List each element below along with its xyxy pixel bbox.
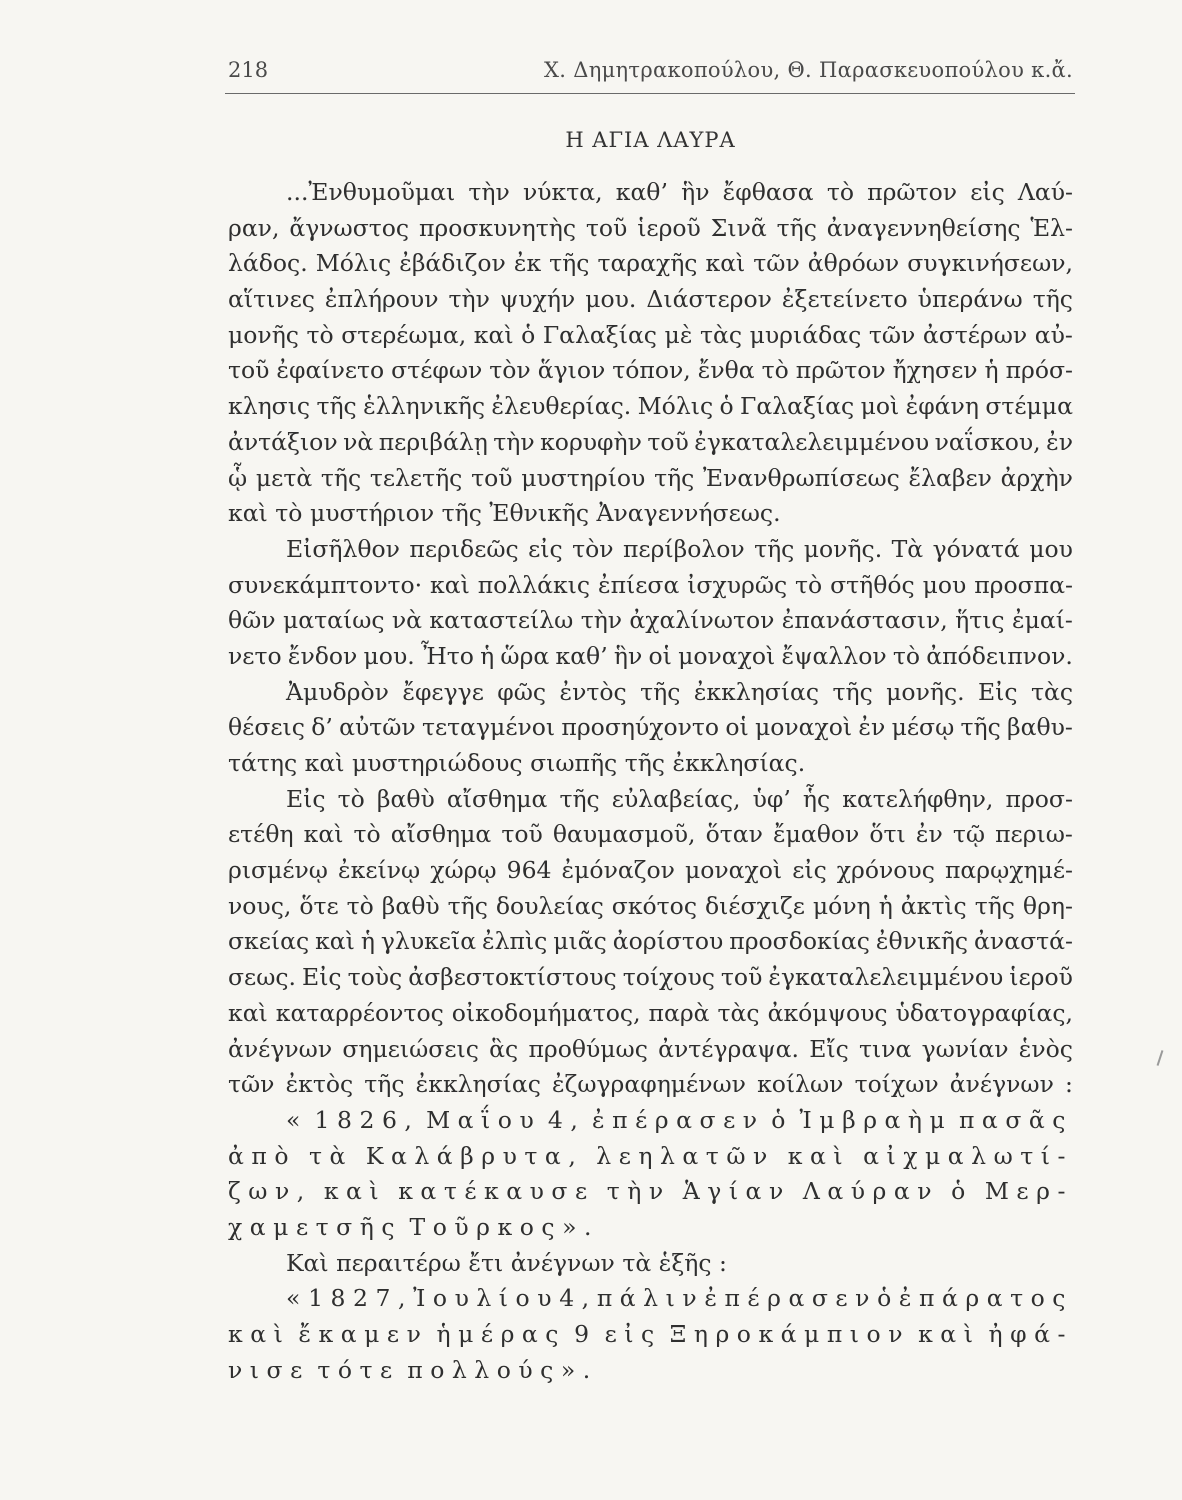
page-header	[228, 58, 1073, 88]
text-line: ἀπὸ τὰ Καλάβρυτα, λεηλατῶν καὶ αἰχμαλωτί-	[228, 1141, 1073, 1170]
text-line: « 1827, Ἰουλίου 4, πάλιν ἐπέρασεν ὁ ἐπάρατος	[286, 1284, 1073, 1313]
running-title: Χ. Δημητρακοπούλου, Θ. Παρασκευοπούλου κ.ἄ.	[544, 58, 1073, 82]
margin-mark	[1157, 1050, 1164, 1066]
page-number: 218	[228, 58, 269, 82]
text-line: ζων, καὶ κατέκαυσε τὴν Ἁγίαν Λαύραν ὁ Μερ-	[228, 1177, 1073, 1206]
text-line: Εἰσῆλθον περιδεῶς εἰς τὸν περίβολον τῆς μονῆς. Τὰ γόνατά μου	[286, 534, 1073, 563]
text-line: ἀνέγνων σημειώσεις ἃς προθύμως ἀντέγραψα. Εἴς τινα γωνίαν ἑνὸς	[228, 1034, 1073, 1063]
text-line: χαμετσῆς Τοῦρκος».	[228, 1212, 599, 1241]
text-line: νισε τότε πολλούς».	[228, 1355, 598, 1384]
header-rule	[225, 93, 1075, 94]
text-line: τῶν ἐκτὸς τῆς ἐκκλησίας ἐζωγραφημένων κοίλων τοίχων ἀνέγνων :	[228, 1070, 1073, 1099]
body-text	[228, 175, 1073, 1388]
text-line: θῶν ματαίως νὰ καταστείλω τὴν ἀχαλίνωτον ἐπανάστασιν, ἥτις ἐμαί-	[228, 606, 1073, 635]
text-line: σκείας καὶ ἡ γλυκεῖα ἐλπὶς μιᾶς ἀορίστου προσδοκίας ἐθνικῆς ἀναστά-	[228, 927, 1073, 956]
text-line: αἵτινες ἐπλήρουν τὴν ψυχήν μου. Διάστερον ἐξετείνετο ὑπεράνω τῆς	[228, 285, 1073, 314]
text-line: τάτης καὶ μυστηριώδους σιωπῆς τῆς ἐκκλησίας.	[228, 749, 806, 777]
text-line: ἀντάξιον νὰ περιβάλῃ τὴν κορυφὴν τοῦ ἐγκαταλελειμμένου ναΐσκου, ἐν	[228, 427, 1073, 456]
text-line: Εἰς τὸ βαθὺ αἴσθημα τῆς εὐλαβείας, ὑφ’ ἧς κατελήφθην, προσ-	[286, 784, 1073, 813]
text-line: Ἀμυδρὸν ἔφεγγε φῶς ἐντὸς τῆς ἐκκλησίας τῆς μονῆς. Εἰς τὰς	[286, 677, 1073, 706]
text-line: νους, ὅτε τὸ βαθὺ τῆς δουλείας σκότος διέσχιζε μόνη ἡ ἀκτὶς τῆς θρη-	[228, 891, 1073, 920]
text-line: καὶ καταρρέοντος οἰκοδομήματος, παρὰ τὰς ἀκόμψους ὑδατογραφίας,	[228, 998, 1073, 1027]
text-line: ...Ἐνθυμοῦμαι τὴν νύκτα, καθ’ ἣν ἔφθασα τὸ πρῶτον εἰς Λαύ-	[286, 178, 1073, 206]
text-line: ᾧ μετὰ τῆς τελετῆς τοῦ μυστηρίου τῆς Ἐνανθρωπίσεως ἔλαβεν ἀρχὴν	[228, 463, 1073, 492]
chapter-title: Η ΑΓΙΑ ΛΑΥΡΑ	[565, 128, 736, 152]
text-line: ραν, ἄγνωστος προσκυνητὴς τοῦ ἱεροῦ Σινᾶ τῆς ἀναγεννηθείσης Ἑλ-	[228, 213, 1073, 242]
text-line: ρισμένῳ ἐκείνῳ χώρῳ 964 ἐμόναζον μοναχοὶ εἰς χρόνους παρῳχημέ-	[228, 856, 1073, 885]
text-line: νετο ἔνδον μου. Ἦτο ἡ ὥρα καθ’ ἣν οἱ μοναχοὶ ἔψαλλον τὸ ἀπόδειπνον.	[228, 641, 1073, 670]
text-line: καὶ ἔκαμεν ἡμέρας 9 εἰς Ξηροκάμπιον καὶ ἠφά-	[228, 1320, 1073, 1348]
text-line: μονῆς τὸ στερέωμα, καὶ ὁ Γαλαξίας μὲ τὰς μυριάδας τῶν ἀστέρων αὐ-	[228, 320, 1073, 349]
text-line: λάδος. Μόλις ἐβάδιζον ἐκ τῆς ταραχῆς καὶ τῶν ἀθρόων συγκινήσεων,	[228, 249, 1073, 278]
text-line: σεως. Εἰς τοὺς ἀσβεστοκτίστους τοίχους τοῦ ἐγκαταλελειμμένου ἱεροῦ	[228, 963, 1073, 992]
text-line: συνεκάμπτοντο· καὶ πολλάκις ἐπίεσα ἰσχυρῶς τὸ στῆθός μου προσπα-	[228, 570, 1073, 599]
text-line: ετέθη καὶ τὸ αἴσθημα τοῦ θαυμασμοῦ, ὅταν ἔμαθον ὅτι ἐν τῷ περιω-	[228, 820, 1073, 849]
text-line: Καὶ περαιτέρω ἔτι ἀνέγνων τὰ ἑξῆς :	[286, 1248, 727, 1277]
text-line: κλησις τῆς ἑλληνικῆς ἐλευθερίας. Μόλις ὁ Γαλαξίας μοὶ ἐφάνη στέμμα	[228, 392, 1073, 421]
text-line: « 1826, Μαΐου 4, ἐπέρασεν ὁ Ἰμβραὴμ πασᾶς	[286, 1105, 1073, 1134]
text-line: θέσεις δ’ αὐτῶν τεταγμένοι προσηύχοντο οἱ μοναχοὶ ἐν μέσῳ τῆς βαθυ-	[228, 713, 1073, 742]
text-line: καὶ τὸ μυστήριον τῆς Ἐθνικῆς Ἀναγεννήσεως.	[228, 499, 781, 528]
text-line: τοῦ ἐφαίνετο στέφων τὸν ἅγιον τόπον, ἔνθα τὸ πρῶτον ἤχησεν ἡ πρόσ-	[228, 356, 1073, 385]
